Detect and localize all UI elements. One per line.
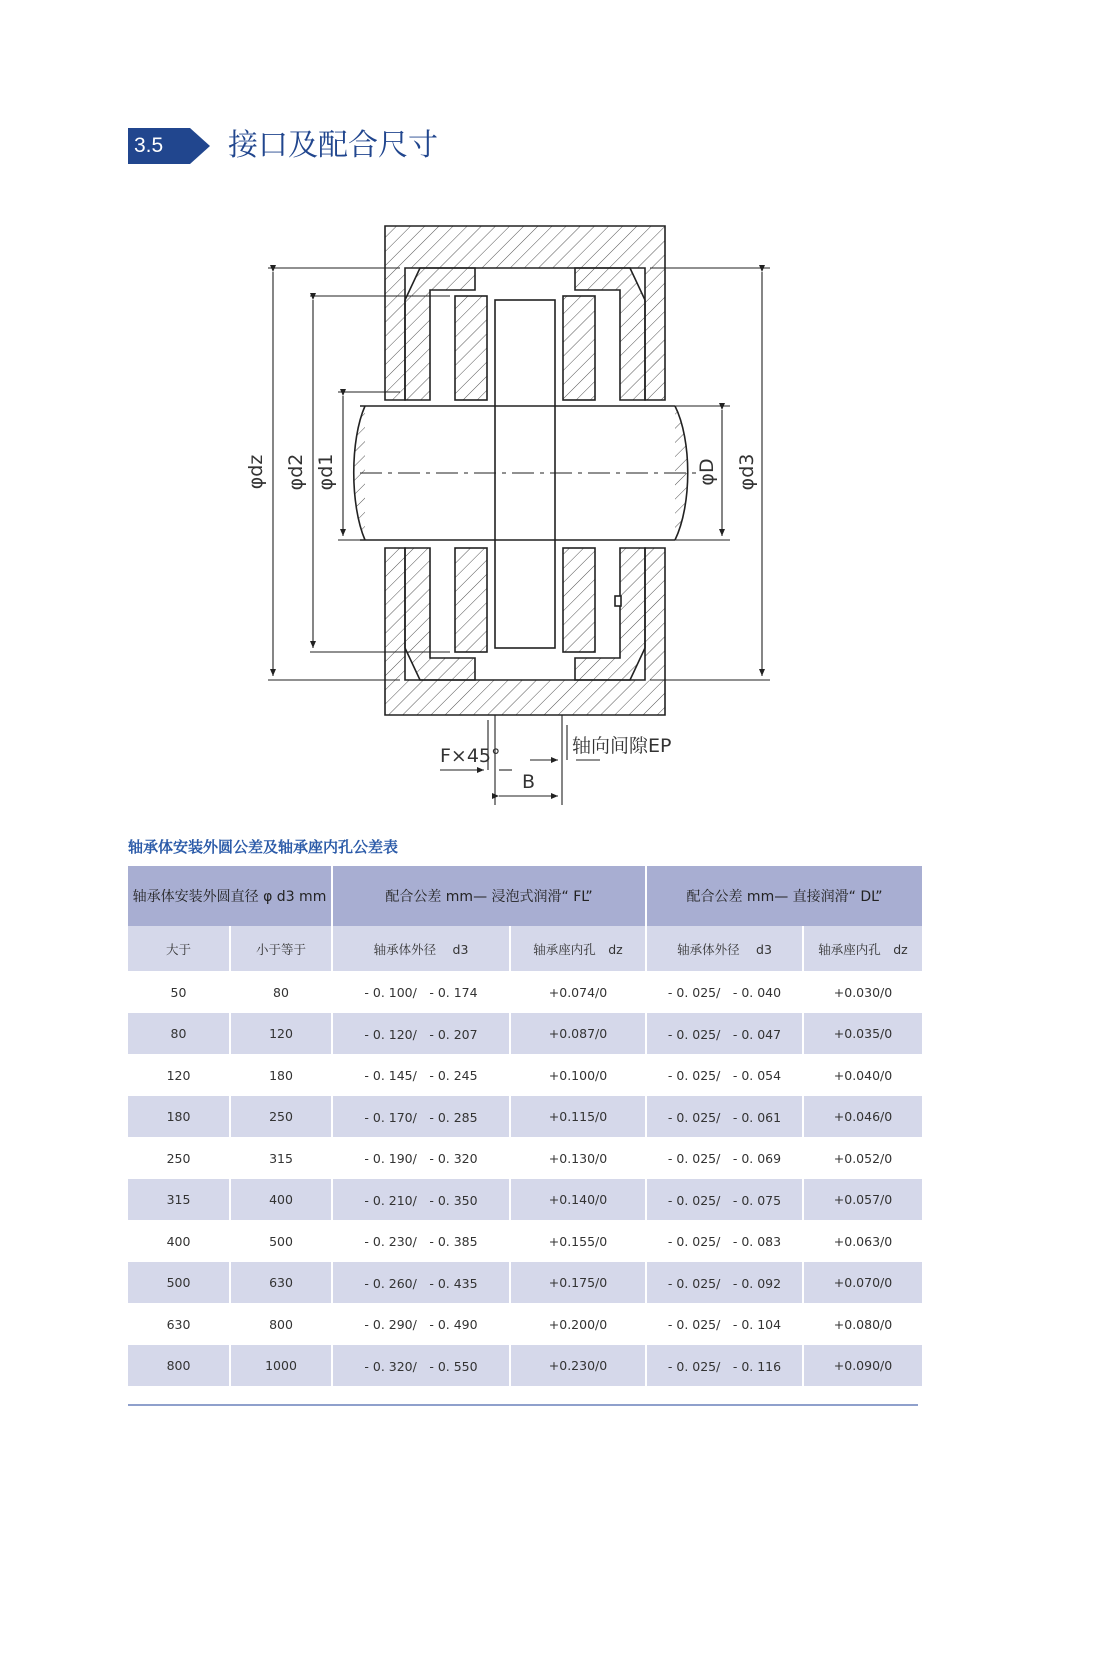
cell: - 0. 025/ - 0. 104 — [646, 1303, 803, 1345]
cell: 500 — [230, 1220, 332, 1262]
cell: +0.063/0 — [833, 1233, 893, 1249]
table-title: 轴承体安装外圆公差及轴承座内孔公差表 — [128, 838, 399, 856]
cell: 800 — [230, 1303, 332, 1345]
cell: 630 — [230, 1262, 332, 1303]
thrust-collar — [495, 300, 555, 648]
label-dz: φdz — [245, 454, 267, 490]
section-number: 3.5 — [134, 134, 164, 157]
cell: +0.030/0 — [833, 984, 893, 1000]
cell: +0.115/0 — [510, 1096, 646, 1137]
cell: - 0. 025/ - 0. 075 — [646, 1179, 803, 1220]
table-row — [128, 971, 922, 1013]
cell: - 0. 025/ - 0. 040 — [646, 971, 803, 1013]
cell: +0.130/0 — [510, 1137, 646, 1179]
label-D: φD — [696, 458, 718, 486]
table-row — [128, 1303, 922, 1345]
pad-left-bottom — [455, 548, 487, 652]
cell: - 0. 260/ - 0. 435 — [332, 1262, 510, 1303]
cell: +0.080/0 — [833, 1316, 893, 1332]
cell: +0.046/0 — [803, 1096, 922, 1137]
cell: +0.070/0 — [803, 1262, 922, 1303]
cell: +0.175/0 — [510, 1262, 646, 1303]
cell: - 0. 025/ - 0. 083 — [646, 1220, 803, 1262]
cell: 1000 — [230, 1345, 332, 1386]
label-axial-clearance: 轴向间隙EP — [572, 735, 672, 757]
cell: - 0. 170/ - 0. 285 — [332, 1096, 510, 1137]
group-header-diameter: 轴承体安装外圆直径 φ d3 mm — [128, 866, 332, 926]
table-row — [128, 1220, 922, 1262]
label-chamfer: F×45° — [440, 745, 501, 767]
cell: +0.100/0 — [510, 1054, 646, 1096]
cell: - 0. 230/ - 0. 385 — [332, 1220, 510, 1262]
sub-header-fl-d3: 轴承体外径 d3 — [332, 926, 510, 971]
pad-right-bottom — [563, 548, 595, 652]
label-d2: φd2 — [285, 453, 307, 491]
cell: +0.035/0 — [803, 1013, 922, 1054]
cell: - 0. 025/ - 0. 116 — [646, 1345, 803, 1386]
cell: 630 — [128, 1303, 230, 1345]
cell: - 0. 025/ - 0. 061 — [646, 1096, 803, 1137]
cell: +0.090/0 — [803, 1345, 922, 1386]
cell: 80 — [128, 1013, 230, 1054]
cell: 400 — [128, 1220, 230, 1262]
cell: 315 — [230, 1137, 332, 1179]
table-row — [128, 1345, 922, 1386]
cell: +0.230/0 — [510, 1345, 646, 1386]
table-row — [128, 1013, 922, 1054]
sub-header-dl-dz: 轴承座内孔 dz — [803, 926, 922, 971]
cell: +0.087/0 — [510, 1013, 646, 1054]
table-row — [128, 1262, 922, 1303]
cell: +0.057/0 — [803, 1179, 922, 1220]
group-header-fl: 配合公差 mm— 浸泡式润滑“ FL” — [332, 866, 646, 926]
cell: 315 — [128, 1179, 230, 1220]
label-d1: φd1 — [315, 453, 337, 491]
sub-header-less-equal: 小于等于 — [230, 926, 332, 971]
cell: +0.040/0 — [833, 1067, 893, 1083]
section-title: 接口及配合尺寸 — [228, 128, 438, 163]
cell: - 0. 025/ - 0. 054 — [646, 1054, 803, 1096]
cell: +0.155/0 — [510, 1220, 646, 1262]
cell: - 0. 025/ - 0. 069 — [646, 1137, 803, 1179]
bottom-divider — [128, 1404, 918, 1406]
cell: - 0. 145/ - 0. 245 — [332, 1054, 510, 1096]
cell: 250 — [230, 1096, 332, 1137]
tolerance-table — [128, 866, 922, 1386]
table-row — [128, 1137, 922, 1179]
cell: 80 — [230, 971, 332, 1013]
cell: - 0. 025/ - 0. 092 — [646, 1262, 803, 1303]
group-header-dl: 配合公差 mm— 直接润滑“ DL” — [646, 866, 922, 926]
table-row — [128, 1054, 922, 1096]
cell: +0.200/0 — [510, 1303, 646, 1345]
cell: 800 — [128, 1345, 230, 1386]
pad-left-top — [455, 296, 487, 400]
cell: 120 — [230, 1013, 332, 1054]
cell: 250 — [128, 1137, 230, 1179]
pad-right-top — [563, 296, 595, 400]
sub-header-fl-dz: 轴承座内孔 dz — [510, 926, 646, 971]
sub-header-greater: 大于 — [128, 926, 230, 971]
label-B: B — [522, 771, 536, 793]
cell: +0.074/0 — [510, 971, 646, 1013]
cell: - 0. 210/ - 0. 350 — [332, 1179, 510, 1220]
table-row — [128, 1179, 922, 1220]
sub-header-dl-d3: 轴承体外径 d3 — [646, 926, 803, 971]
cell: - 0. 190/ - 0. 320 — [332, 1137, 510, 1179]
cell: - 0. 290/ - 0. 490 — [332, 1303, 510, 1345]
cell: 500 — [128, 1262, 230, 1303]
cell: - 0. 120/ - 0. 207 — [332, 1013, 510, 1054]
cell: - 0. 025/ - 0. 047 — [646, 1013, 803, 1054]
table-row — [128, 1096, 922, 1137]
cell: 50 — [128, 971, 230, 1013]
bearing-drawing — [0, 0, 1100, 820]
cell: +0.140/0 — [510, 1179, 646, 1220]
label-d3: φd3 — [736, 453, 758, 491]
cell: - 0. 320/ - 0. 550 — [332, 1345, 510, 1386]
cell: 180 — [230, 1054, 332, 1096]
cell: 120 — [128, 1054, 230, 1096]
cell: 180 — [128, 1096, 230, 1137]
cell: +0.052/0 — [833, 1150, 893, 1166]
cell: - 0. 100/ - 0. 174 — [332, 971, 510, 1013]
cell: 400 — [230, 1179, 332, 1220]
